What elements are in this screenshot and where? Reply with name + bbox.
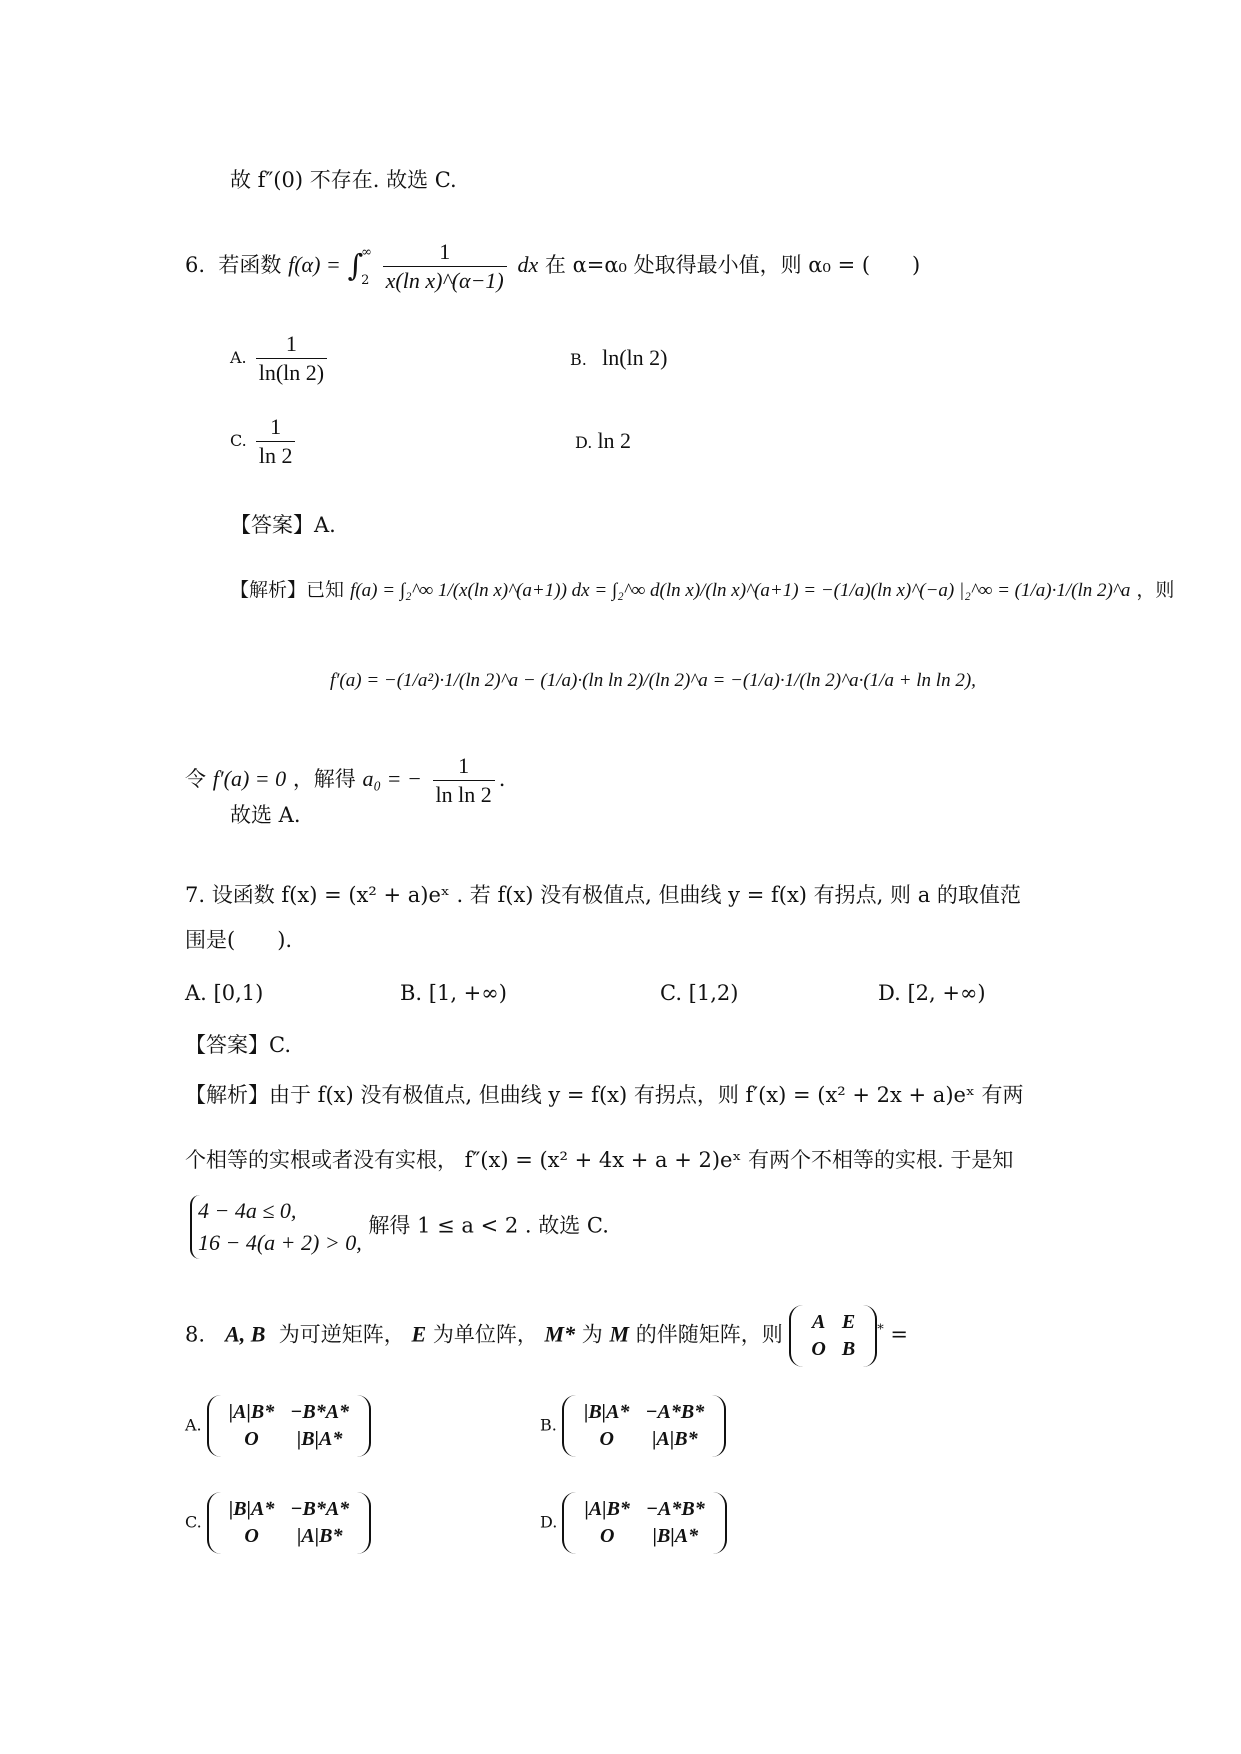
q7-stem-line2: 围是( ). — [185, 928, 293, 952]
q7-analysis-line2: 个相等的实根或者没有实根， f″(x) = (x² + 4x + a + 2)eˣ 有两个不相等的实根. 于是知 — [185, 1148, 1014, 1172]
q8-option-d: D. |A|B* −A*B* O |B|A* — [540, 1492, 727, 1554]
q7-analysis-line1: 【解析】由于 f(x) 没有极值点, 但曲线 y = f(x) 有拐点，则 f′(x) = (x² + 2x + a)eˣ 有两 — [185, 1083, 1024, 1107]
q7-system: 4 − 4a ≤ 0, 16 − 4(a + 2) > 0, 解得 1 ≤ a < 2 . 故选 C. — [190, 1195, 609, 1259]
q7-option-b: B. [1, +∞) — [400, 981, 507, 1005]
q7-option-c: C. [1,2) — [660, 981, 739, 1005]
q6-answer: 【答案】A. — [230, 513, 336, 537]
q8-matrix: A E O B — [789, 1305, 877, 1367]
q6-stem: 6. 若函数 f(α) = ∫ ∞ 2 $\frac{1}{\text{x(ln x)\textasciicircum{}(α−1)}}$ dx 在 α=α₀ 处取得最小值，则 α₀ = ( ) — [185, 239, 921, 293]
q8-option-b: B. |B|A* −A*B* O |A|B* — [540, 1395, 726, 1457]
q6-conclusion: 故选 A. — [230, 803, 301, 827]
q7-stem-line1: 7. 设函数 f(x) = (x² + a)eˣ . 若 f(x) 没有极值点, 但曲线 y = f(x) 有拐点, 则 a 的取值范 — [185, 883, 1021, 907]
q6-option-b: B. ln(ln 2) — [570, 345, 668, 370]
system-brace: 4 − 4a ≤ 0, 16 − 4(a + 2) > 0, — [190, 1195, 362, 1259]
q6-option-a: A. $\frac{1}{\ln(\ln 2)}$ — [230, 330, 331, 387]
q6-analysis-line3: 令 f′(a) = 0 ，解得 a₀ = − $\frac{1}{\text{ln ln 2}}$ . — [185, 753, 506, 807]
q7-answer: 【答案】C. — [185, 1033, 291, 1057]
q7-option-a: A. [0,1) — [185, 981, 264, 1005]
q6-analysis-line1: 【解析】已知 f(a) = ∫₂^∞ 1/(x(ln x)^(a+1)) dx = ∫₂^∞ d(ln x)/(ln x)^(a+1) = −(1/a)(ln x)^(−a) |₂^∞ = (1/a)·1/(ln 2)^a ，则 — [230, 579, 1175, 601]
q6-option-c: C. $\frac{1}{\ln 2}$ — [230, 413, 299, 470]
q7-option-d: D. [2, +∞) — [878, 981, 986, 1005]
q5-conclusion: 故 f″(0) 不存在. 故选 C. — [230, 168, 457, 192]
q6-option-d: D. ln 2 — [575, 428, 632, 453]
q6-analysis-line2: f′(a) = −(1/a²)·1/(ln 2)^a − (1/a)·(ln ln 2)/(ln 2)^a = −(1/a)·1/(ln 2)^a·(1/a + ln ln 2), — [330, 670, 976, 691]
q8-option-c: C. |B|A* −B*A* O |A|B* — [185, 1492, 371, 1554]
q8-option-a: A. |A|B* −B*A* O |B|A* — [185, 1395, 371, 1457]
q8-stem: 8. A, B 为可逆矩阵， E 为单位阵， M* 为 M 的伴随矩阵，则 A E O B * = — [185, 1305, 908, 1367]
